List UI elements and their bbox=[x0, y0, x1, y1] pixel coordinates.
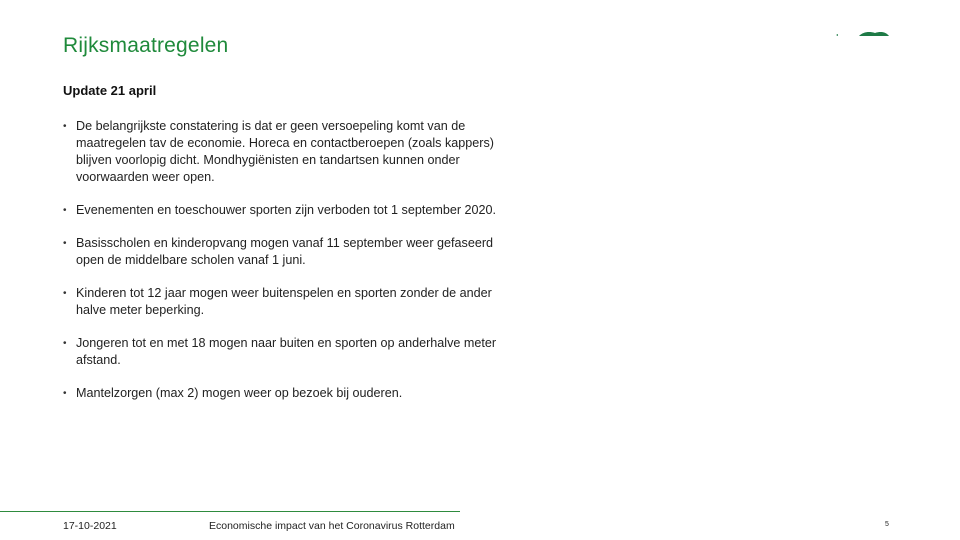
bullet-dot: • bbox=[63, 205, 67, 216]
page-number: 5 bbox=[885, 521, 889, 528]
bullet-text: Kinderen tot 12 jaar mogen weer buitenspelen en sporten zonder de ander halve meter beperking. bbox=[76, 286, 492, 317]
bullet-dot: • bbox=[63, 238, 67, 249]
bullet-dot: • bbox=[63, 388, 67, 399]
bullet-text: Mantelzorgen (max 2) mogen weer op bezoek bij ouderen. bbox=[76, 386, 403, 400]
bullet-item bbox=[63, 385, 513, 402]
bullet-dot: • bbox=[63, 338, 67, 349]
bullet-text: Basisscholen en kinderopvang mogen vanaf 11 september weer gefaseerd open de middelbare scholen vanaf 1 juni. bbox=[76, 236, 494, 267]
bullet-dot: • bbox=[63, 121, 67, 132]
bullet-dot: • bbox=[63, 288, 67, 299]
bullet-list bbox=[63, 118, 513, 418]
green-leaf-logo-icon bbox=[833, 30, 889, 40]
bullet-text: Jongeren tot en met 18 mogen naar buiten en sporten op anderhalve meter afstand. bbox=[76, 336, 497, 367]
slide-subtitle: Update 21 april bbox=[63, 83, 157, 98]
bullet-item bbox=[63, 285, 513, 319]
slide-title: Rijksmaatregelen bbox=[63, 34, 229, 57]
bullet-item bbox=[63, 202, 513, 219]
bullet-text: De belangrijkste constatering is dat er geen versoepeling komt van de maatregelen tav de economie. Horeca en contactberoepen (zoals kappers) blijven voorlopig dicht. Mondhygiënisten en tandartsen kunnen onder voorwaarden weer open. bbox=[76, 119, 494, 184]
bullet-item bbox=[63, 235, 513, 269]
bullet-text: Evenementen en toeschouwer sporten zijn verboden tot 1 september 2020. bbox=[76, 203, 497, 217]
footer-date: 17-10-2021 bbox=[63, 520, 117, 532]
footer-divider bbox=[0, 511, 460, 512]
bullet-item bbox=[63, 118, 513, 186]
bullet-item bbox=[63, 335, 513, 369]
footer-caption: Economische impact van het Coronavirus Rotterdam bbox=[209, 520, 455, 532]
